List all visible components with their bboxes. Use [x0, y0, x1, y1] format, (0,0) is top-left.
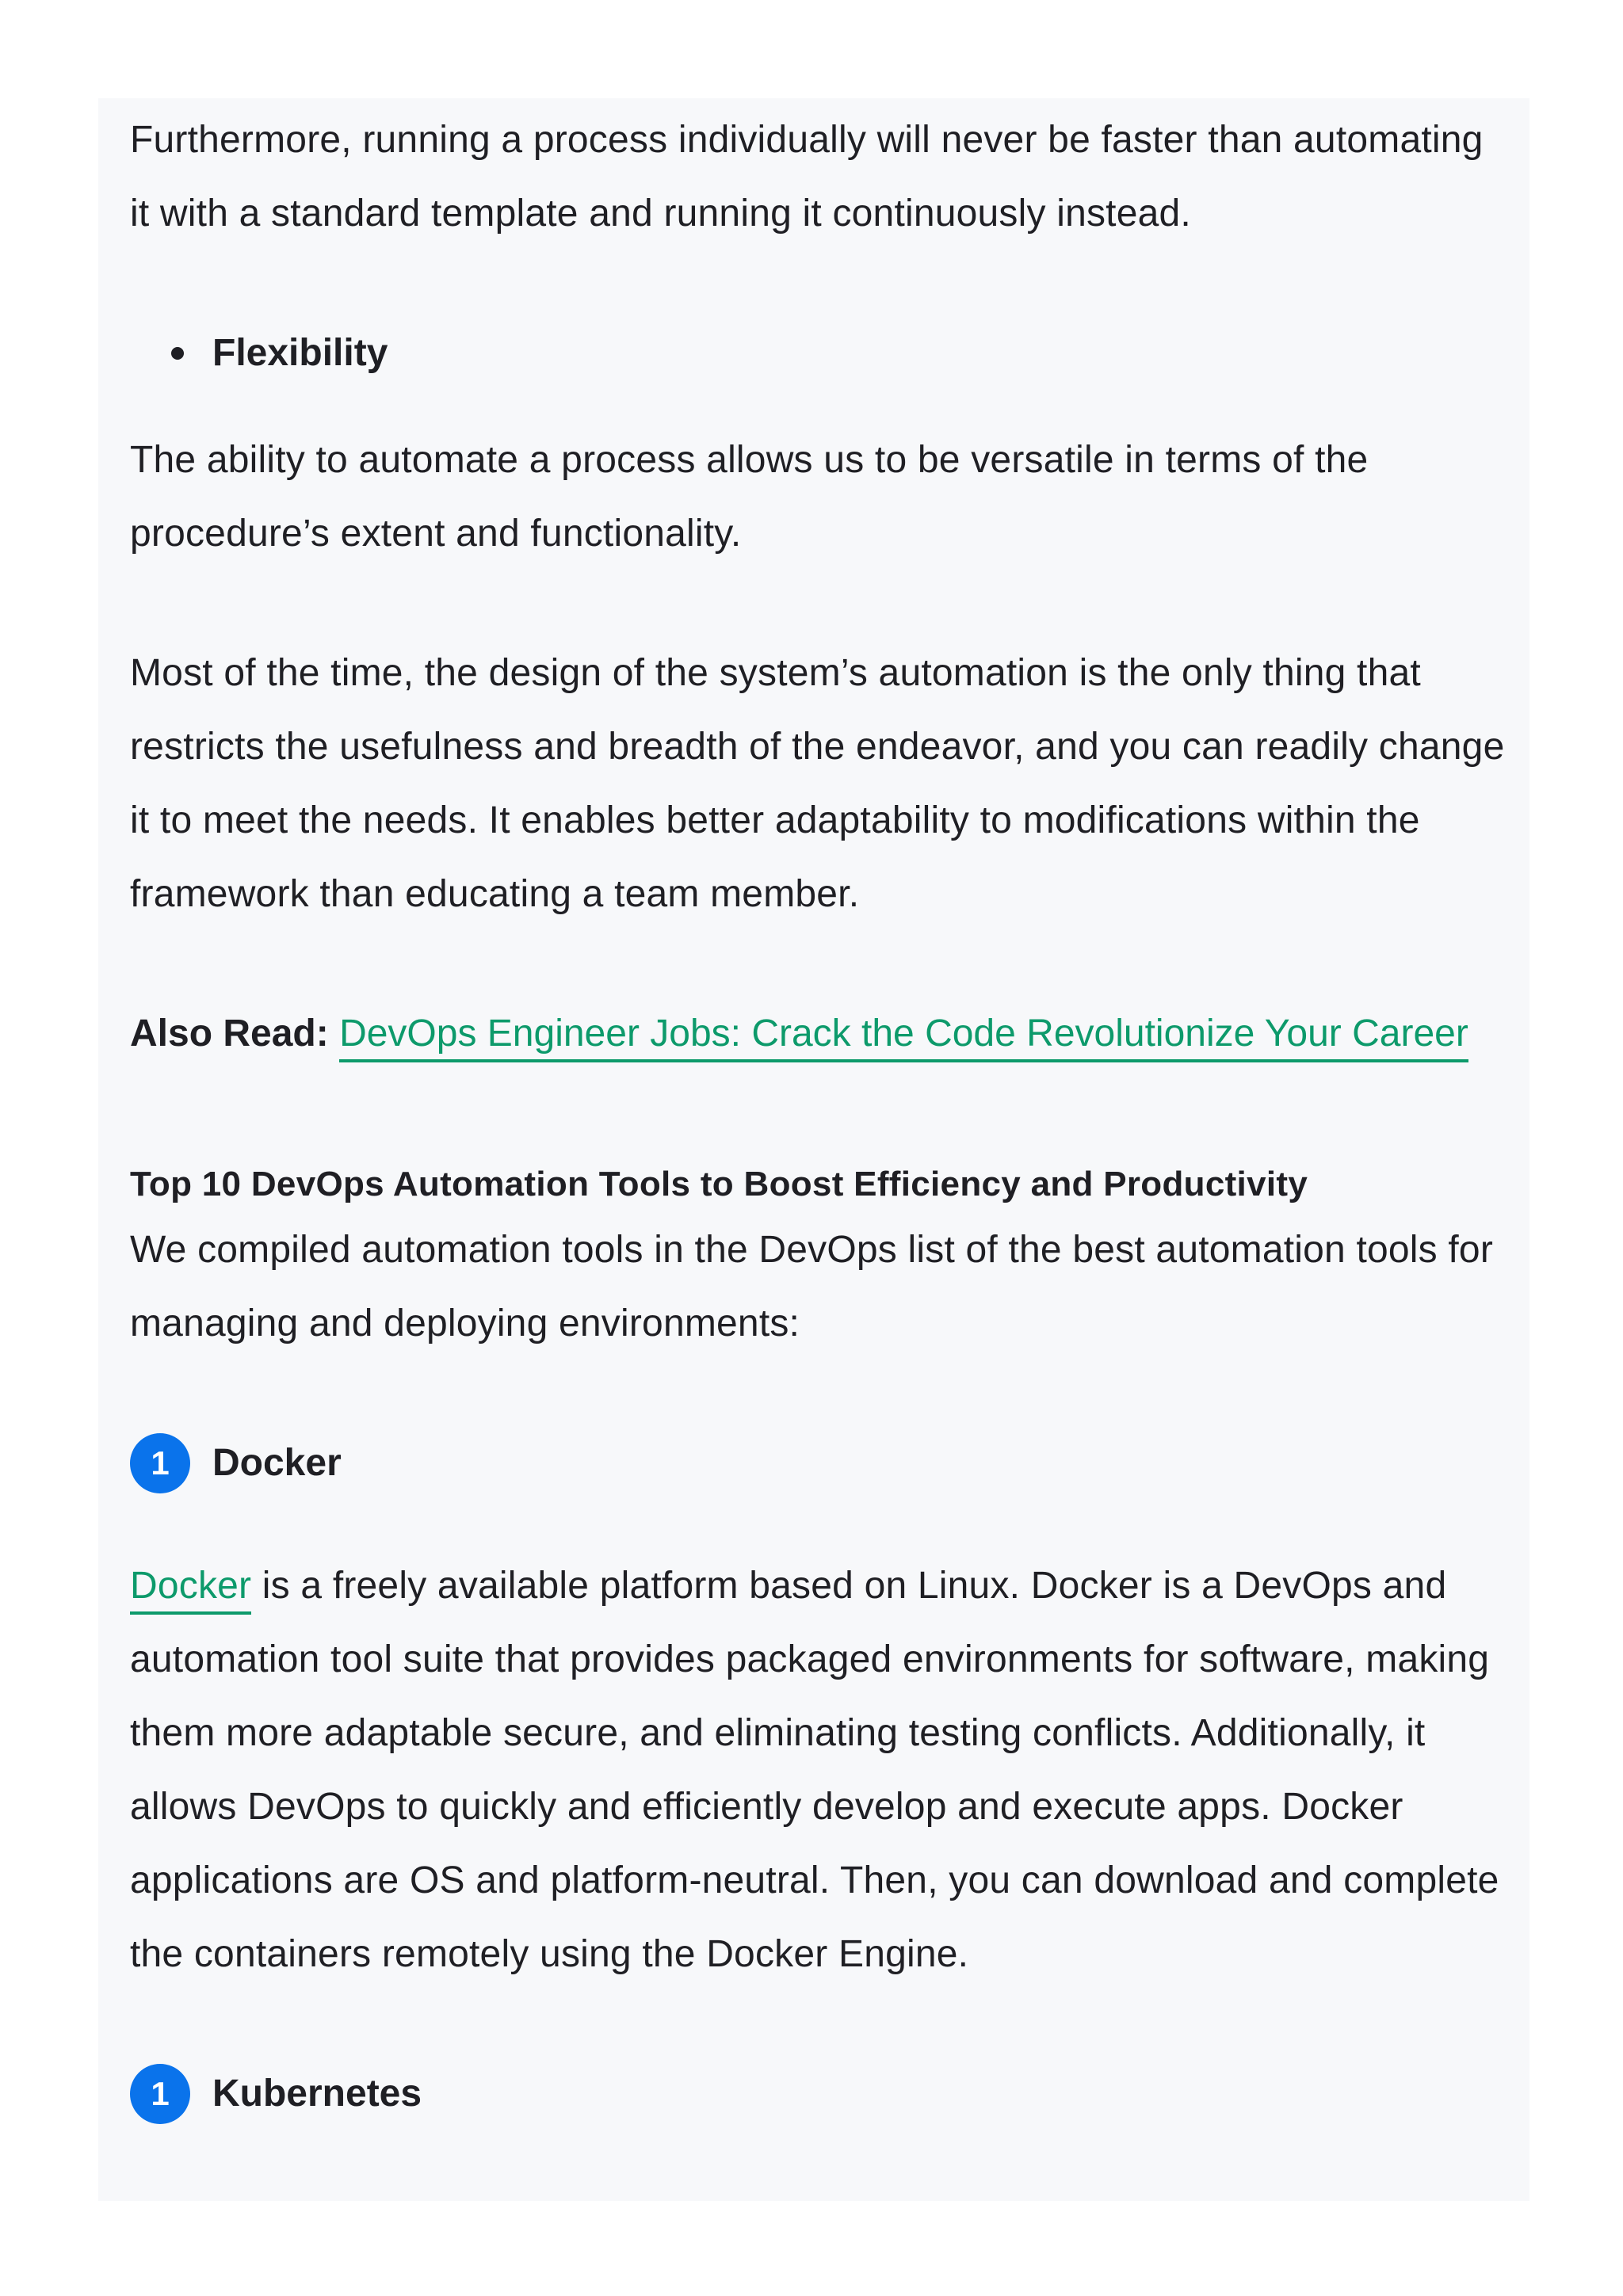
- intro-paragraph: Furthermore, running a process individually will never be faster than automating it with a standard template and running it continuously instead.: [130, 119, 1484, 235]
- tool-description-docker: [130, 1549, 1509, 1991]
- also-read: [130, 997, 1509, 1070]
- docker-link[interactable]: Docker: [130, 1565, 251, 1615]
- number-badge-icon: 1: [130, 2064, 190, 2124]
- tool-name: Docker: [212, 1442, 342, 1484]
- tool-heading-docker: [130, 1426, 1509, 1500]
- also-read-link[interactable]: DevOps Engineer Jobs: Crack the Code Revolutionize Your Career: [339, 1013, 1468, 1062]
- docker-description-text: is a freely available platform based on Linux. Docker is a DevOps and automation tool suite that provides packaged environments for software, making them more adaptable secure, and eliminating testing conflicts. Additionally, it allows DevOps to quickly and efficiently develop and execute apps. Docker applications are OS and platform-neutral. Then, you can download and complete the containers remotely using the Docker Engine.: [130, 1565, 1499, 1975]
- section-intro: We compiled automation tools in the DevOps list of the best automation tools for managing and deploying environments:: [130, 1229, 1493, 1344]
- bullet-dot-icon: [171, 347, 184, 360]
- article-body: [130, 103, 1509, 2130]
- tool-name: Kubernetes: [212, 2073, 422, 2115]
- bullet-flexibility: [130, 316, 1509, 390]
- also-read-label: Also Read:: [130, 1013, 329, 1055]
- flexibility-paragraph-1: The ability to automate a process allows us to be versatile in terms of the procedure’s extent and functionality.: [130, 439, 1369, 555]
- tool-heading-kubernetes: [130, 2057, 1509, 2130]
- bullet-flexibility-label: Flexibility: [212, 332, 388, 374]
- number-badge-icon: 1: [130, 1433, 190, 1493]
- flexibility-paragraph-2: Most of the time, the design of the system’s automation is the only thing that restricts the usefulness and breadth of the endeavor, and you can readily change it to meet the needs. It enables better adaptability to modifications within the framework than educating a team member.: [130, 652, 1505, 915]
- section-heading: Top 10 DevOps Automation Tools to Boost Efficiency and Productivity: [130, 1165, 1308, 1203]
